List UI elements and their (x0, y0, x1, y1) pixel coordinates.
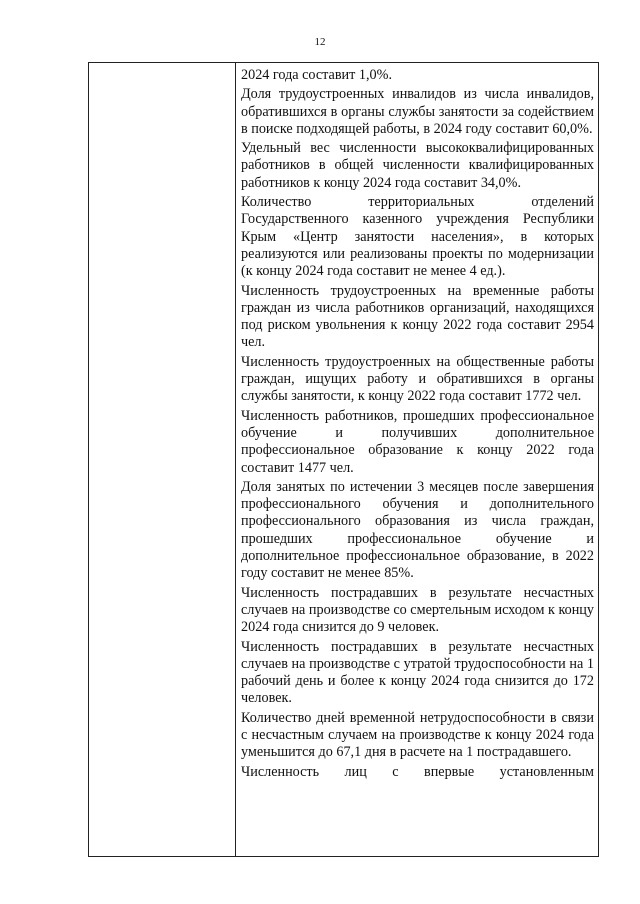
indicators-table (88, 62, 599, 857)
paragraph: Количество территориальных отделений Государственного казенного учреждения Республики Крым «Центр занятости населения», в которых реализуются или реализованы проекты по модернизации (к концу 2024 года составит не менее 4 ед.). (241, 194, 594, 280)
table-left-cell (89, 63, 236, 856)
paragraph: Доля трудоустроенных инвалидов из числа инвалидов, обратившихся в органы службы занятости за содействием в поиске подходящей работы, в 2024 году составит 60,0%. (241, 86, 594, 137)
paragraph: Численность пострадавших в результате несчастных случаев на производстве с утратой трудоспособности на 1 рабочий день и более к концу 2024 года снизится до 172 человек. (241, 638, 594, 707)
paragraph: Численность трудоустроенных на временные работы граждан из числа работников организаций, находящихся под риском увольнения к концу 2022 года составит 2954 чел. (241, 282, 594, 351)
paragraph: Доля занятых по истечении 3 месяцев после завершения профессионального обучения и дополнительного профессионального образования из числа граждан, прошедших профессиональное обучение и дополнительное профессиональное образование, в 2022 году составит не менее 85%. (241, 478, 594, 582)
paragraph: Численность трудоустроенных на общественные работы граждан, ищущих работу и обратившихся в органы службы занятости, к концу 2022 года составит 1772 чел. (241, 353, 594, 405)
paragraph: Численность пострадавших в результате несчастных случаев на производстве со смертельным исходом к концу 2024 года снизится до 9 человек. (241, 584, 594, 636)
paragraph: Удельный вес численности высококвалифицированных работников в общей численности квалифицированных работников к концу 2024 года составит 34,0%. (241, 140, 594, 191)
paragraph: 2024 года составит 1,0%. (241, 67, 392, 83)
paragraph: Численность работников, прошедших профессиональное обучение и получивших дополнительное профессиональное образование к концу 2022 года составит 1477 чел. (241, 407, 594, 476)
paragraph: Количество дней временной нетрудоспособности в связи с несчастным случаем на производстве к концу 2024 года уменьшится до 67,1 дня в расчете на 1 пострадавшего. (241, 709, 594, 761)
table-right-cell (236, 63, 598, 856)
page-number: 12 (314, 36, 326, 48)
paragraph: Численность лиц с впервые установленным (241, 763, 594, 780)
